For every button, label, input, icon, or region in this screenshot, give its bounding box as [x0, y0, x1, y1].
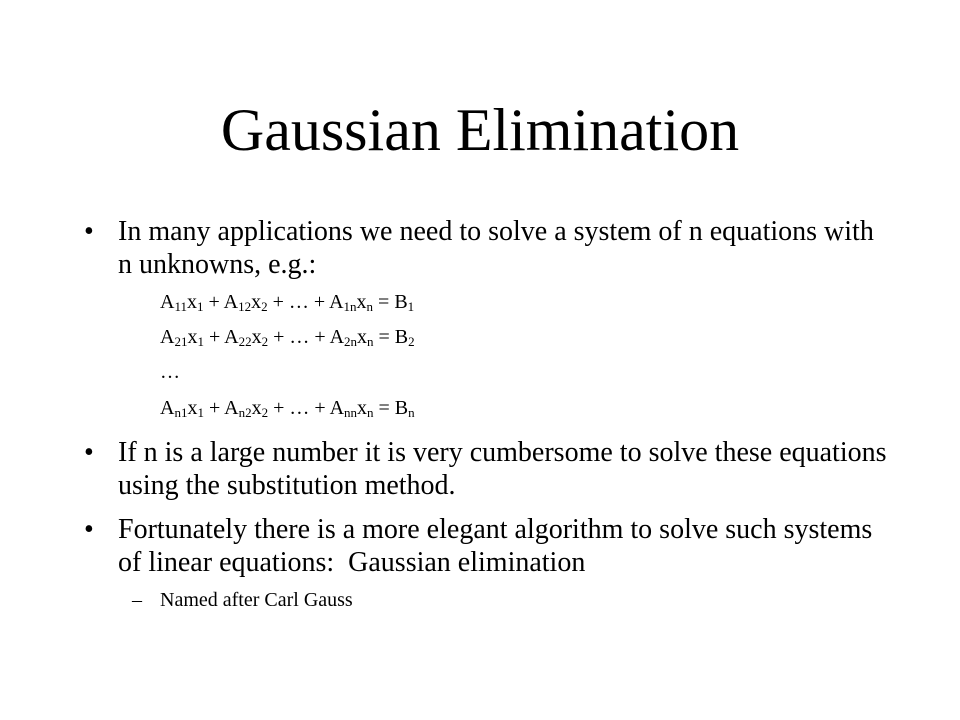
- bullet-marker: •: [84, 437, 94, 468]
- coef-subscript: n1: [174, 405, 188, 420]
- equation-row-1: [160, 290, 414, 314]
- coef: A: [329, 397, 345, 419]
- rhs-subscript: n: [408, 405, 415, 420]
- sub-bullet-text: Named after Carl Gauss: [160, 589, 353, 611]
- operator: + … +: [267, 291, 330, 313]
- var: x: [357, 326, 368, 348]
- equation-row-2: [160, 325, 415, 349]
- equation-row-n: [160, 396, 415, 420]
- bullet-text: In many applications we need to solve a system of n equations with n unknowns, e.g.:: [118, 216, 874, 280]
- var-subscript: n: [367, 334, 374, 349]
- var: x: [357, 397, 368, 419]
- bullet-marker: •: [84, 514, 94, 545]
- bullet-marker: •: [84, 216, 94, 247]
- slide-title: Gaussian Elimination: [220, 97, 740, 163]
- var: x: [187, 326, 198, 348]
- rhs: B: [394, 326, 409, 348]
- equals: =: [373, 326, 395, 348]
- equation-ellipsis: …: [160, 361, 180, 383]
- bullet-text: Fortunately there is a more elegant algorithm to solve such systems of linear equations: Gaussian elimination: [118, 514, 880, 578]
- operator: +: [203, 291, 224, 313]
- coef: A: [224, 326, 239, 348]
- var: x: [251, 291, 262, 313]
- var-subscript: n: [366, 299, 374, 314]
- var-subscript: 1: [197, 334, 204, 349]
- sub-bullet-item: [132, 588, 353, 612]
- coef: A: [329, 326, 345, 348]
- var-subscript: 2: [261, 334, 269, 349]
- operator: + … +: [268, 326, 330, 348]
- coef: A: [329, 291, 344, 313]
- operator: +: [203, 397, 225, 419]
- bullet-text: If n is a large number it is very cumbersome to solve these equations using the substitution method.: [118, 437, 887, 501]
- rhs-subscript: 2: [408, 334, 415, 349]
- rhs: B: [394, 397, 409, 419]
- var-subscript: 2: [261, 299, 268, 314]
- operator: + … +: [268, 397, 330, 419]
- coef: A: [223, 291, 239, 313]
- var-subscript: n: [367, 405, 374, 420]
- rhs: B: [394, 291, 408, 313]
- coef: A: [160, 326, 175, 348]
- coef-subscript: nn: [344, 405, 358, 420]
- var-subscript: 1: [197, 405, 204, 420]
- coef-subscript: 12: [238, 299, 252, 314]
- rhs-subscript: 1: [407, 299, 415, 314]
- var-subscript: 2: [261, 405, 269, 420]
- coef-subscript: 1n: [343, 299, 357, 314]
- var: x: [186, 291, 197, 313]
- coef-subscript: 21: [174, 334, 188, 349]
- operator: +: [203, 326, 225, 348]
- coef-subscript: 11: [174, 299, 187, 314]
- coef: A: [160, 397, 175, 419]
- equals: =: [373, 397, 395, 419]
- var: x: [187, 397, 198, 419]
- var: x: [251, 397, 262, 419]
- coef-subscript: 2n: [344, 334, 358, 349]
- equals: =: [373, 291, 395, 313]
- sub-bullet-marker: –: [132, 589, 142, 611]
- var-subscript: 1: [196, 299, 204, 314]
- coef: A: [160, 291, 175, 313]
- coef-subscript: 22: [238, 334, 252, 349]
- coef-subscript: n2: [238, 405, 252, 420]
- var: x: [251, 326, 262, 348]
- var: x: [356, 291, 367, 313]
- coef: A: [224, 397, 239, 419]
